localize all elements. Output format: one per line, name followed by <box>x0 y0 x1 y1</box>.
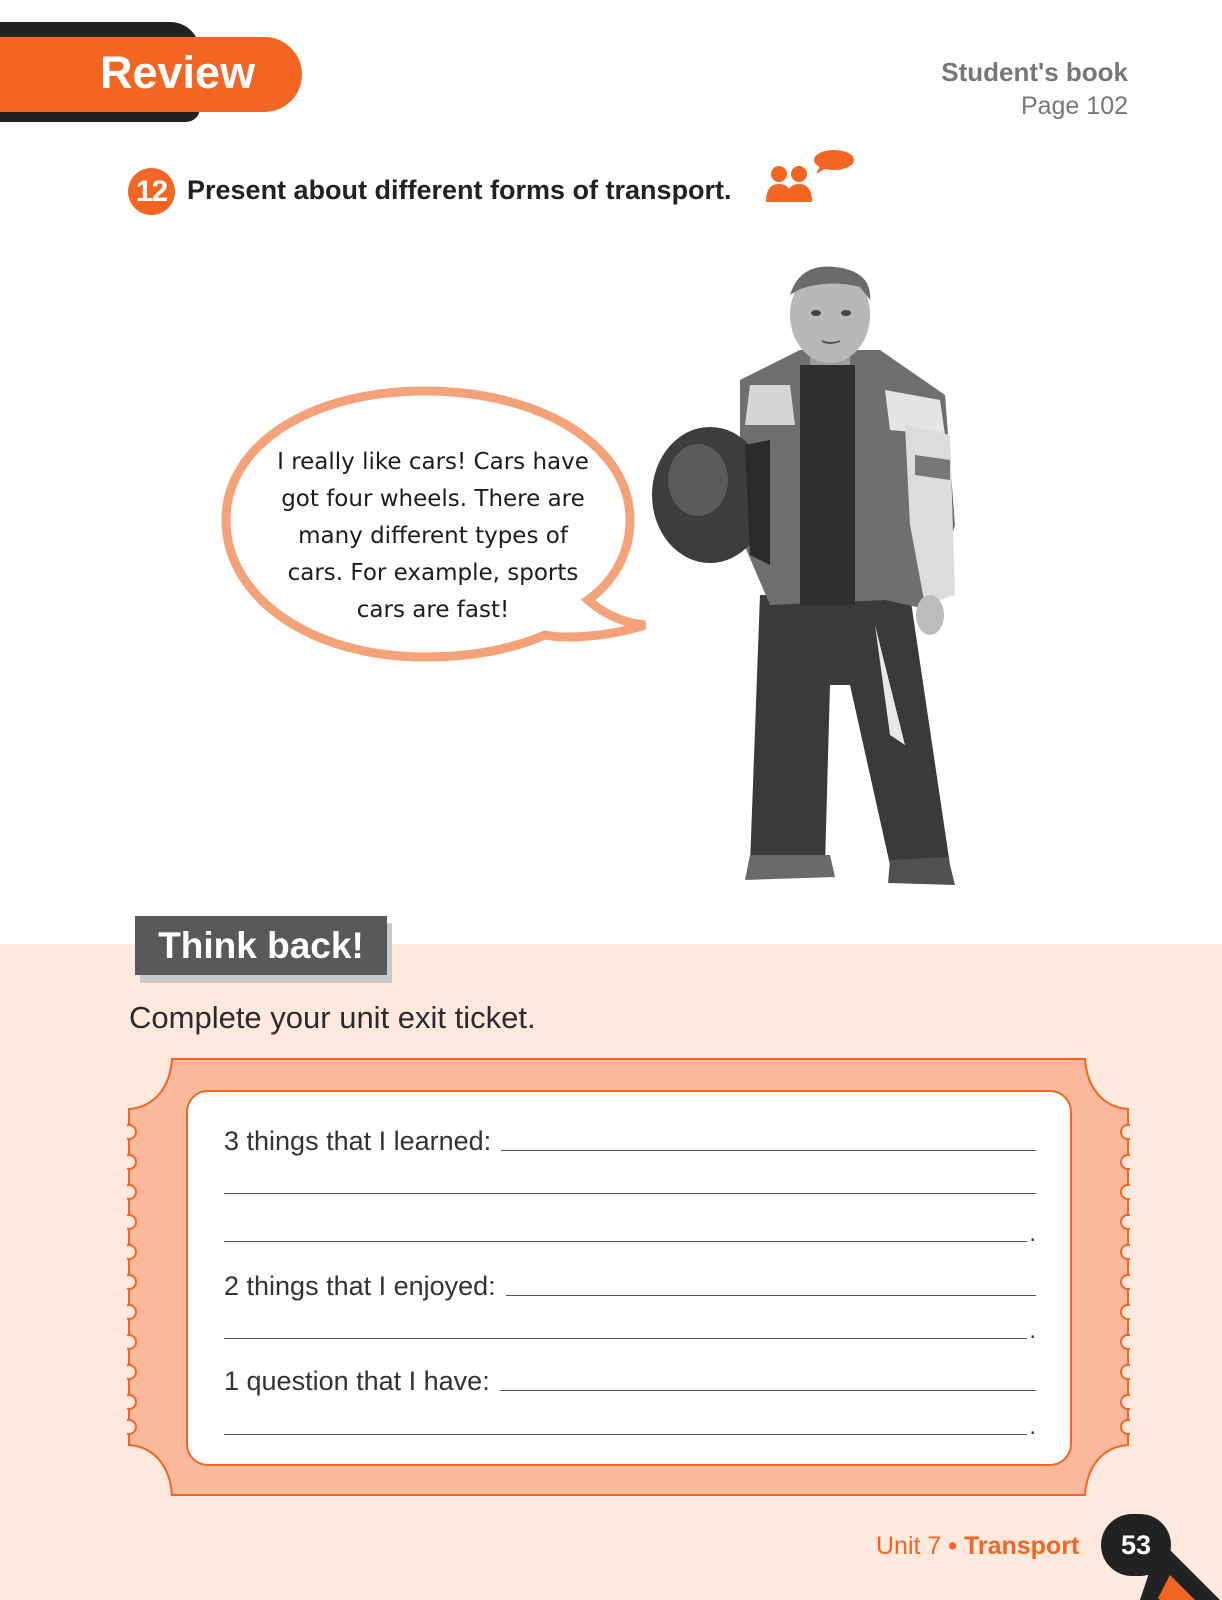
full-stop: . <box>1029 1413 1036 1440</box>
book-reference-title: Student's book <box>941 57 1128 87</box>
learned-row-2 <box>224 1172 1036 1200</box>
pair-work-icon <box>766 150 860 208</box>
question-writing-line-2[interactable] <box>224 1413 1027 1435</box>
book-reference-page: Page 102 <box>1020 92 1128 120</box>
learned-row-3 <box>224 1220 1036 1248</box>
speech-bubble-text: I really like cars! Cars have got four wheels. There are many different types of cars. For example, sports cars are fast! <box>277 449 589 623</box>
footer-topic: Transport <box>963 1532 1080 1560</box>
footer-separator: • <box>948 1532 958 1560</box>
learned-writing-line-3[interactable] <box>224 1220 1027 1242</box>
learned-label: 3 things that I learned: <box>224 1126 492 1156</box>
activity-number: 12 <box>128 168 175 215</box>
enjoyed-row <box>224 1270 1036 1302</box>
question-row <box>224 1365 1036 1397</box>
think-back-heading: Think back! <box>135 916 387 975</box>
boy-with-helmet-photo <box>650 265 990 915</box>
learned-writing-line-2[interactable] <box>224 1172 1036 1194</box>
enjoyed-label: 2 things that I enjoyed: <box>224 1271 496 1301</box>
activity-instruction: Present about different forms of transport. <box>187 175 732 205</box>
question-row-2 <box>224 1413 1036 1441</box>
full-stop: . <box>1029 1317 1036 1344</box>
page-number: 53 <box>1101 1514 1171 1576</box>
enjoyed-writing-line-1[interactable] <box>506 1274 1036 1296</box>
footer-unit: Unit 7 <box>876 1532 942 1560</box>
enjoyed-writing-line-2[interactable] <box>224 1317 1027 1339</box>
question-label: 1 question that I have: <box>224 1366 490 1396</box>
learned-writing-line-1[interactable] <box>501 1129 1036 1151</box>
exit-ticket-prompt: Complete your unit exit ticket. <box>129 1000 536 1035</box>
footer-unit-label <box>876 1529 1079 1563</box>
section-title: Review <box>100 47 256 98</box>
learned-row <box>224 1125 1036 1157</box>
full-stop: . <box>1029 1220 1036 1247</box>
book-reference <box>941 55 1128 123</box>
enjoyed-row-2 <box>224 1317 1036 1345</box>
question-writing-line-1[interactable] <box>500 1369 1036 1391</box>
